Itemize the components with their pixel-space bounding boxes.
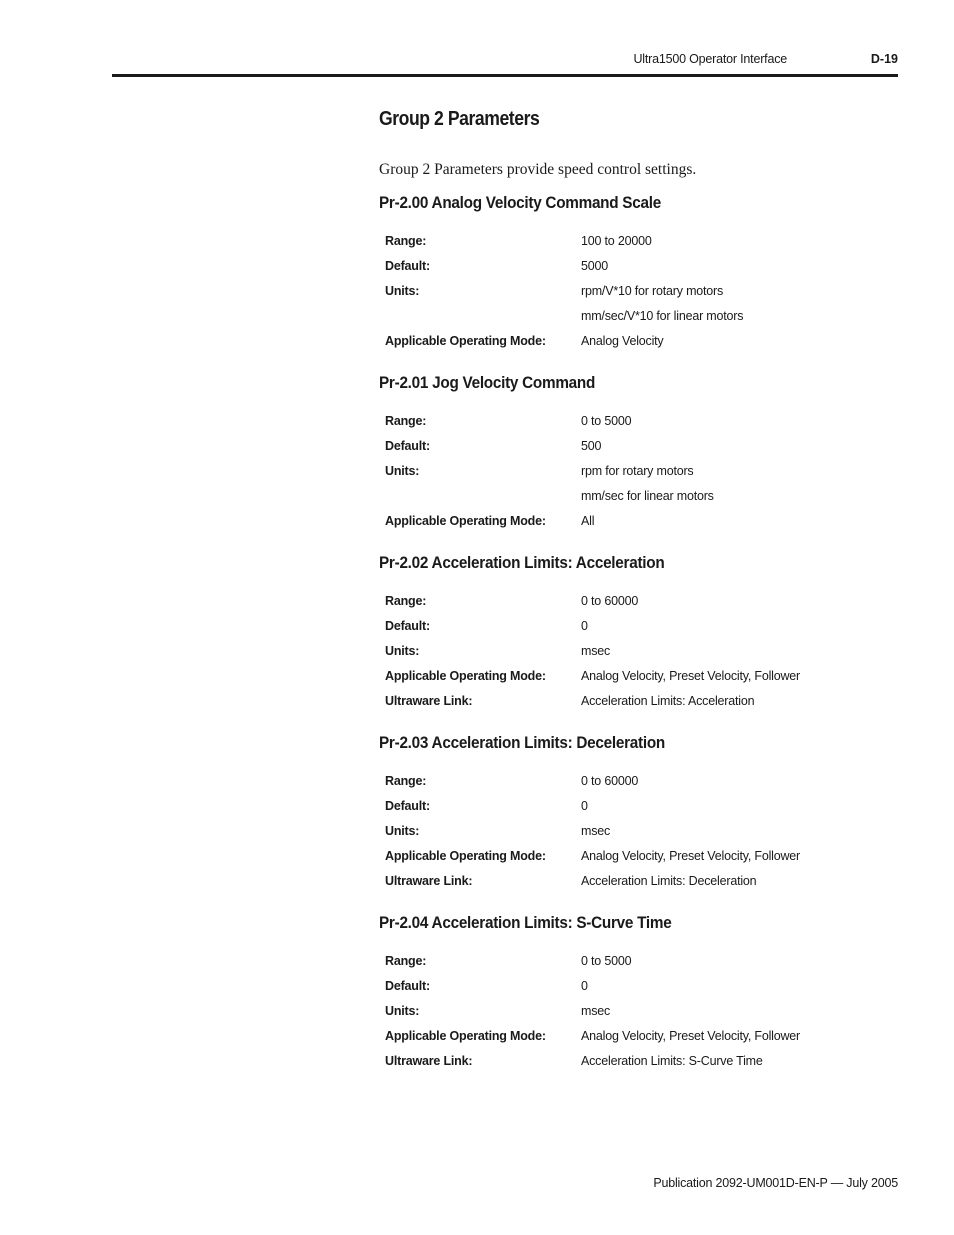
parameter-value: 0 bbox=[581, 619, 588, 633]
parameter-label: Applicable Operating Mode: bbox=[385, 669, 546, 683]
parameter-label: Range: bbox=[385, 414, 427, 428]
parameter-table bbox=[385, 953, 800, 1078]
parameter-value: 0 to 5000 bbox=[581, 954, 632, 968]
parameter-value: Acceleration Limits: Acceleration bbox=[581, 694, 755, 708]
parameter-row bbox=[385, 693, 800, 718]
parameter-value: 100 to 20000 bbox=[581, 234, 652, 248]
parameter-sections bbox=[379, 192, 899, 1092]
parameter-table bbox=[385, 593, 800, 718]
parameter-row bbox=[385, 413, 714, 438]
parameter-heading: Pr-2.04 Acceleration Limits: S-Curve Time bbox=[379, 913, 672, 932]
parameter-section bbox=[379, 552, 899, 732]
parameter-row bbox=[385, 438, 714, 463]
parameter-row bbox=[385, 798, 800, 823]
parameter-row bbox=[385, 1003, 800, 1028]
parameter-row bbox=[385, 618, 800, 643]
parameter-label: Ultraware Link: bbox=[385, 874, 473, 888]
parameter-value: Analog Velocity, Preset Velocity, Follower bbox=[581, 849, 801, 863]
parameter-row bbox=[385, 773, 800, 798]
page-number: D-19 bbox=[870, 52, 898, 66]
parameter-label: Units: bbox=[385, 824, 420, 838]
parameter-label: Default: bbox=[385, 439, 430, 453]
parameter-label: Units: bbox=[385, 1004, 420, 1018]
parameter-row bbox=[385, 1053, 800, 1078]
parameter-value: 0 to 60000 bbox=[581, 594, 639, 608]
parameter-value: msec bbox=[581, 644, 611, 658]
parameter-label: Default: bbox=[385, 979, 430, 993]
parameter-row bbox=[385, 513, 714, 538]
section-spacer bbox=[379, 538, 899, 552]
parameter-value: 500 bbox=[581, 439, 602, 453]
section-spacer bbox=[379, 718, 899, 732]
parameter-row bbox=[385, 463, 714, 488]
parameter-row bbox=[385, 978, 800, 1003]
section-spacer bbox=[379, 358, 899, 372]
parameter-value: Analog Velocity, Preset Velocity, Follower bbox=[581, 1029, 801, 1043]
parameter-row bbox=[385, 873, 800, 898]
parameter-label bbox=[385, 308, 581, 333]
parameter-label: Ultraware Link: bbox=[385, 694, 473, 708]
parameter-row bbox=[385, 823, 800, 848]
parameter-section bbox=[379, 732, 899, 912]
parameter-row bbox=[385, 308, 743, 333]
parameter-row bbox=[385, 488, 714, 513]
parameter-heading: Pr-2.03 Acceleration Limits: Deceleration bbox=[379, 733, 665, 752]
parameter-label: Default: bbox=[385, 619, 430, 633]
parameter-label: Units: bbox=[385, 464, 420, 478]
parameter-table bbox=[385, 413, 714, 538]
parameter-section bbox=[379, 912, 899, 1092]
parameter-label: Units: bbox=[385, 644, 420, 658]
parameter-label bbox=[385, 488, 581, 513]
parameter-value: rpm for rotary motors bbox=[581, 464, 694, 478]
parameter-table bbox=[385, 773, 800, 898]
parameter-value: 0 bbox=[581, 799, 588, 813]
parameter-value: msec bbox=[581, 1004, 611, 1018]
intro-paragraph: Group 2 Parameters provide speed control settings. bbox=[379, 161, 697, 178]
parameter-row bbox=[385, 668, 800, 693]
parameter-row bbox=[385, 258, 743, 283]
parameter-row bbox=[385, 848, 800, 873]
publication-footer: Publication 2092-UM001D-EN-P — July 2005 bbox=[653, 1176, 898, 1190]
parameter-value: 0 to 60000 bbox=[581, 774, 639, 788]
running-header-title: Ultra1500 Operator Interface bbox=[633, 52, 787, 66]
parameter-table bbox=[385, 233, 743, 358]
parameter-heading: Pr-2.02 Acceleration Limits: Acceleration bbox=[379, 553, 665, 572]
parameter-label: Applicable Operating Mode: bbox=[385, 1029, 546, 1043]
parameter-value: 0 to 5000 bbox=[581, 414, 632, 428]
parameter-row bbox=[385, 953, 800, 978]
section-spacer bbox=[379, 898, 899, 912]
main-content bbox=[379, 106, 899, 1092]
parameter-value: Acceleration Limits: S-Curve Time bbox=[581, 1054, 763, 1068]
parameter-label: Applicable Operating Mode: bbox=[385, 514, 546, 528]
parameter-label: Ultraware Link: bbox=[385, 1054, 473, 1068]
section-spacer bbox=[379, 1078, 899, 1092]
parameter-heading: Pr-2.00 Analog Velocity Command Scale bbox=[379, 193, 661, 212]
parameter-section bbox=[379, 372, 899, 552]
parameter-value: 5000 bbox=[581, 259, 609, 273]
parameter-label: Range: bbox=[385, 594, 427, 608]
parameter-value: mm/sec for linear motors bbox=[581, 489, 714, 503]
parameter-label: Range: bbox=[385, 234, 427, 248]
parameter-row bbox=[385, 283, 743, 308]
parameter-label: Applicable Operating Mode: bbox=[385, 849, 546, 863]
parameter-value: Analog Velocity bbox=[581, 334, 664, 348]
parameter-value: mm/sec/V*10 for linear motors bbox=[581, 309, 744, 323]
parameter-row bbox=[385, 1028, 800, 1053]
parameter-label: Range: bbox=[385, 954, 427, 968]
parameter-value: msec bbox=[581, 824, 611, 838]
parameter-label: Range: bbox=[385, 774, 427, 788]
parameter-heading: Pr-2.01 Jog Velocity Command bbox=[379, 373, 596, 392]
parameter-value: Acceleration Limits: Deceleration bbox=[581, 874, 757, 888]
parameter-row bbox=[385, 333, 743, 358]
parameter-section bbox=[379, 192, 899, 372]
parameter-label: Default: bbox=[385, 799, 430, 813]
page-title: Group 2 Parameters bbox=[379, 108, 540, 130]
parameter-value: 0 bbox=[581, 979, 588, 993]
parameter-row bbox=[385, 233, 743, 258]
parameter-label: Default: bbox=[385, 259, 430, 273]
parameter-label: Applicable Operating Mode: bbox=[385, 334, 546, 348]
parameter-label: Units: bbox=[385, 284, 420, 298]
parameter-value: Analog Velocity, Preset Velocity, Follower bbox=[581, 669, 801, 683]
parameter-value: rpm/V*10 for rotary motors bbox=[581, 284, 724, 298]
parameter-row bbox=[385, 643, 800, 668]
header-divider bbox=[112, 74, 898, 77]
parameter-value: All bbox=[581, 514, 595, 528]
parameter-row bbox=[385, 593, 800, 618]
